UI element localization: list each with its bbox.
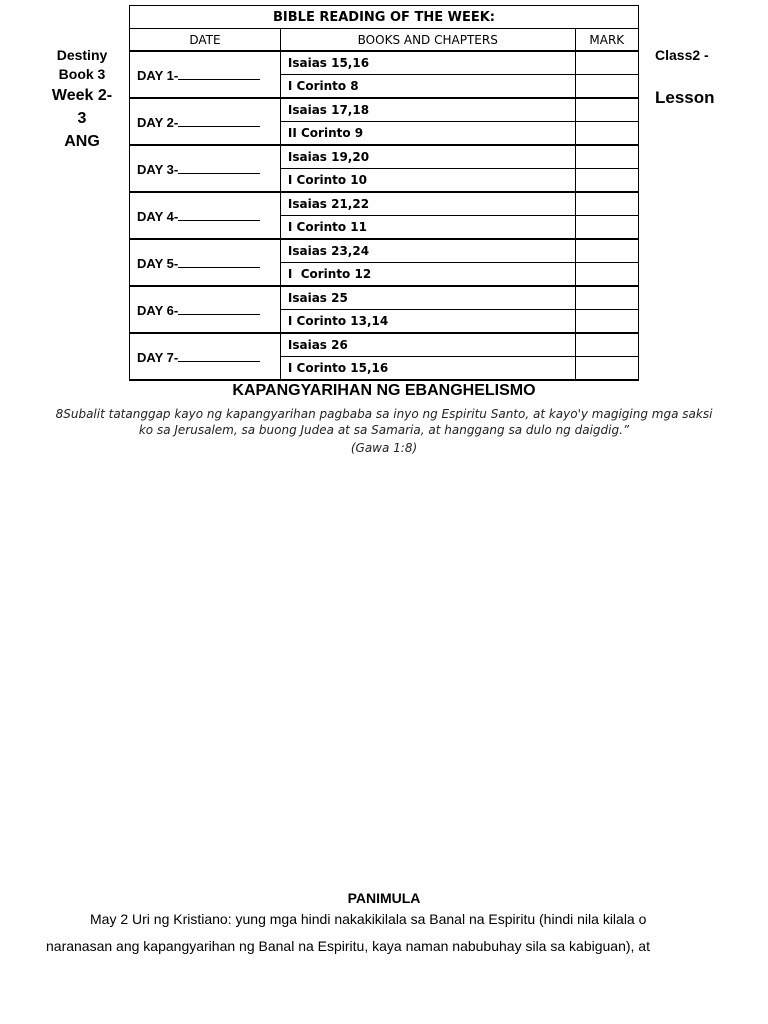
reading-cell: Isaias 26: [280, 333, 575, 357]
books-column-header: BOOKS AND CHAPTERS: [280, 29, 575, 52]
day-cell[interactable]: [130, 51, 281, 98]
day-label: DAY 7-: [137, 349, 179, 365]
day-cell[interactable]: [130, 98, 281, 145]
mark-cell[interactable]: [575, 51, 638, 75]
table-row: [130, 98, 639, 122]
day-label: DAY 6-: [137, 302, 179, 318]
mark-cell[interactable]: [575, 169, 638, 193]
mark-cell[interactable]: [575, 75, 638, 99]
day-label: DAY 2-: [137, 114, 179, 130]
day-cell[interactable]: [130, 239, 281, 286]
verse-reference: (Gawa 1:8): [350, 441, 418, 455]
reading-cell: I Corinto 10: [280, 169, 575, 193]
date-blank[interactable]: [178, 255, 260, 268]
table-row: [130, 286, 639, 310]
reading-cell: Isaias 25: [280, 286, 575, 310]
day-label: DAY 5-: [137, 255, 179, 271]
table-row: [130, 145, 639, 169]
reading-cell: I Corinto 15,16: [280, 357, 575, 381]
table-row: [130, 51, 639, 75]
mark-cell[interactable]: [575, 310, 638, 334]
reading-cell: Isaias 23,24: [280, 239, 575, 263]
lesson-prefix-label: ANG: [64, 133, 100, 150]
date-blank[interactable]: [178, 161, 260, 174]
reading-cell: I Corinto 8: [280, 75, 575, 99]
table-row: [130, 239, 639, 263]
mark-cell[interactable]: [575, 263, 638, 287]
body-text-line: May 2 Uri ng Kristiano: yung mga hindi nakakikilala sa Banal na Espiritu (hindi nila kilala o: [90, 911, 647, 927]
mark-cell[interactable]: [575, 192, 638, 216]
date-blank[interactable]: [178, 349, 260, 362]
section-title: PANIMULA: [347, 890, 421, 906]
mark-cell[interactable]: [575, 216, 638, 240]
reading-cell: Isaias 17,18: [280, 98, 575, 122]
lesson-title: KAPANGYARIHAN NG EBANGHELISMO: [232, 382, 536, 399]
mark-cell[interactable]: [575, 357, 638, 381]
mark-cell[interactable]: [575, 333, 638, 357]
reading-cell: II Corinto 9: [280, 122, 575, 146]
day-label: DAY 1-: [137, 67, 179, 83]
date-column-header: DATE: [130, 29, 281, 52]
reading-cell: Isaias 19,20: [280, 145, 575, 169]
day-label: DAY 4-: [137, 208, 179, 224]
date-blank[interactable]: [178, 67, 260, 80]
date-blank[interactable]: [178, 302, 260, 315]
week-label: Week 2-: [51, 87, 113, 104]
day-cell[interactable]: [130, 192, 281, 239]
day-cell[interactable]: [130, 145, 281, 192]
reading-cell: I Corinto 12: [280, 263, 575, 287]
reading-cell: Isaias 21,22: [280, 192, 575, 216]
reading-cell: I Corinto 13,14: [280, 310, 575, 334]
verse-text: 8Subalit tatanggap kayo ng kapangyarihan pagbaba sa inyo ng Espiritu Santo, at kayo'y magiging mga saksi ko sa Jerusalem, sa buong Judea at sa Samaria, at hanggang sa dulo ng daigdig.”: [55, 407, 713, 437]
lesson-label: Lesson: [655, 88, 715, 107]
mark-cell[interactable]: [575, 239, 638, 263]
mark-cell[interactable]: [575, 145, 638, 169]
reading-cell: I Corinto 11: [280, 216, 575, 240]
date-blank[interactable]: [178, 114, 260, 127]
mark-cell[interactable]: [575, 122, 638, 146]
book-series-label: Destiny: [56, 47, 108, 63]
week-number-label: 3: [77, 110, 87, 127]
bible-reading-table: [129, 5, 639, 381]
mark-cell[interactable]: [575, 98, 638, 122]
mark-column-header: MARK: [575, 29, 638, 52]
date-blank[interactable]: [178, 208, 260, 221]
day-cell[interactable]: [130, 333, 281, 380]
class-label: Class2 -: [655, 47, 709, 63]
mark-cell[interactable]: [575, 286, 638, 310]
day-label: DAY 3-: [137, 161, 179, 177]
book-info: [40, 46, 124, 153]
body-text-line: naranasan ang kapangyarihan ng Banal na Espiritu, kaya naman nabubuhay sila sa kabiguan), at: [46, 938, 650, 954]
table-title: BIBLE READING OF THE WEEK:: [130, 6, 639, 29]
table-row: [130, 192, 639, 216]
day-cell[interactable]: [130, 286, 281, 333]
table-row: [130, 333, 639, 357]
reading-cell: Isaias 15,16: [280, 51, 575, 75]
book-number-label: Book 3: [58, 66, 106, 82]
